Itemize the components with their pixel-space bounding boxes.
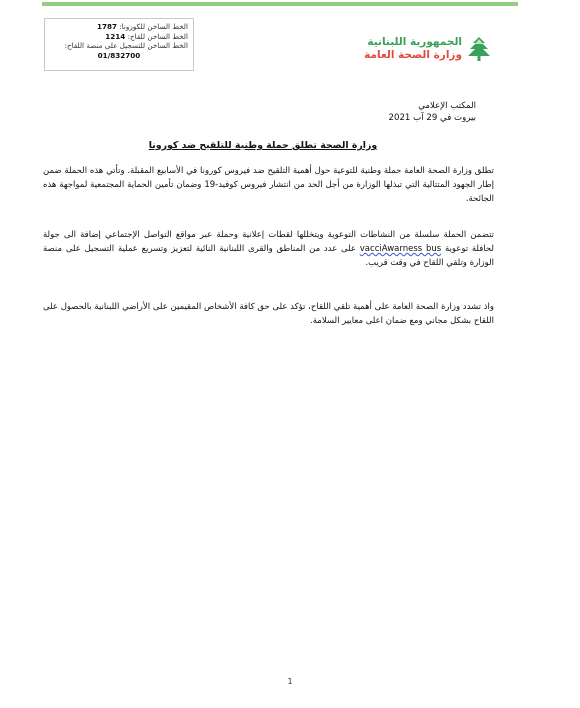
corona-hotline-number: 1787 [96, 22, 117, 31]
hotline-box [44, 18, 194, 71]
press-meta [389, 100, 476, 124]
vaccine-hotline-number: 1214 [105, 31, 126, 41]
paragraph-2 [43, 228, 494, 270]
campaign-bus-name: vacciAwarness bus [359, 244, 442, 254]
paragraph-2-end: على عدد من المناطق والقرى اللبنانية النائية لتعزيز وتسريع عملية التسجيل على منصة الوزارة وتلقي اللقاح في وقت قريب. [43, 244, 494, 268]
page-number: 1 [287, 677, 293, 686]
press-office: المكتب الإعلامي [418, 101, 476, 111]
logo-republic: الجمهورية اللبنانية [367, 36, 462, 48]
corona-hotline-label: الخط الساخن للكورونا: [119, 22, 188, 31]
header-accent-bar [42, 2, 518, 6]
cedar-icon [464, 34, 494, 64]
paragraph-2-start: تتضمن الحملة سلسلة من النشاطات التوعوية ويتخللها لقطات إعلانية وحملة عبر مواقع التواصل الإجتماعي إضافة الى جولة لحافلة توعوية [43, 230, 494, 254]
registration-hotline-label: الخط الساخن للتسجيل على منصة اللقاح: [64, 41, 188, 51]
ministry-logo [354, 34, 494, 66]
paragraph-3: واذ تشدد وزارة الصحة العامة على أهمية تلقي اللقاح، تؤكد على حق كافة الأشخاص المقيمين على الأراضي اللبنانية بالحصول على اللقاح بشكل مجاني ومع ضمان اعلى معايير السلامة. [43, 302, 494, 326]
registration-hotline-number: 01/832700 [97, 50, 141, 60]
vaccine-hotline [50, 32, 188, 42]
logo-text [364, 36, 462, 62]
press-date: بيروت في 29 آب 2021 [388, 113, 476, 123]
press-headline: وزارة الصحة تطلق حملة وطنية للتلقيح ضد كورونا [148, 140, 378, 151]
vaccine-hotline-label: الخط الساخن للقاح: [127, 31, 188, 41]
corona-hotline [50, 22, 188, 32]
paragraph-1: تطلق وزارة الصحة العامة حملة وطنية للتوعية حول أهمية التلقيح ضد فيروس كورونا في الأسابيع المقبلة. وتأتي هذه الحملة ضمن إطار الجهود المتتالية التي تبذلها الوزارة من أجل الحد من انتشار فيروس كوفيد-19 وضمان تأمين الحماية المجتمعية لمواجهة هذه الجائحة. [43, 166, 494, 204]
logo-ministry: وزارة الصحة العامة [364, 49, 462, 61]
